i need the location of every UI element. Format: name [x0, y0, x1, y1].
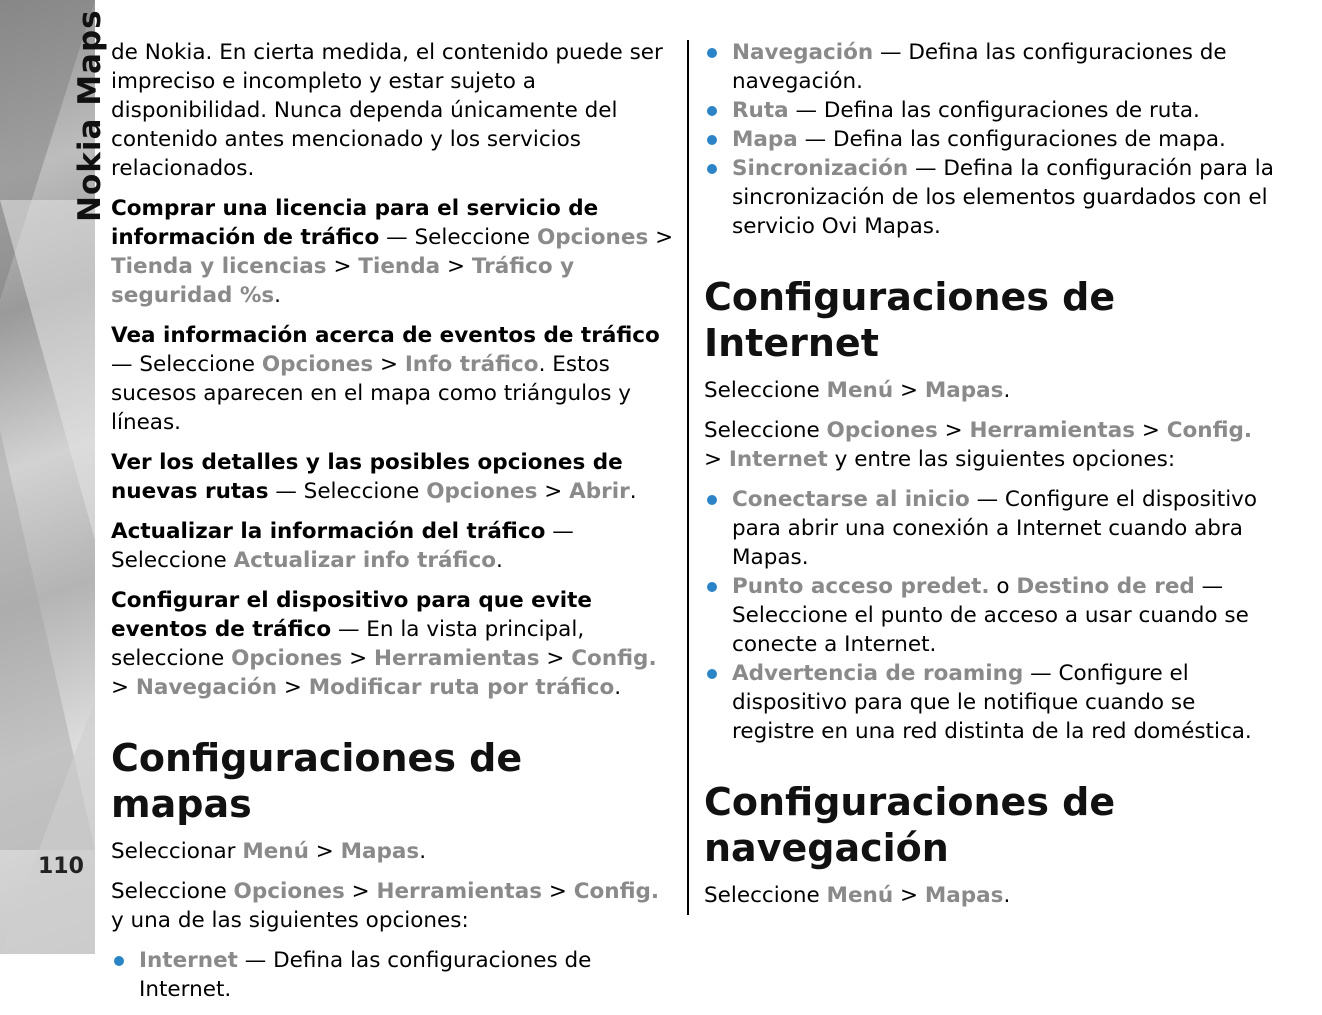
paragraph-heading: Configurar el dispositivo para que evite eventos de tráfico	[111, 588, 593, 642]
list-item: Advertencia de roaming — Configure el dispositivo para que le notifique cuando se registre en una red distinta de la red doméstica.	[704, 659, 1274, 746]
menu-path-item[interactable]: Mapas	[924, 883, 1004, 908]
menu-path-item[interactable]: Herramientas	[374, 646, 540, 671]
option-name[interactable]: Punto acceso predet.	[732, 574, 990, 599]
menu-path-item[interactable]: Config.	[1166, 418, 1253, 443]
chapter-title: Nokia Maps	[72, 9, 108, 222]
sidebar-facet	[0, 700, 95, 954]
paragraph-maps-options: Seleccione Opciones > Herramientas > Config. y una de las siguientes opciones:	[111, 879, 660, 933]
menu-path-item[interactable]: Opciones	[231, 646, 343, 671]
menu-path-item[interactable]: Menú	[242, 839, 309, 864]
paragraph-update-traffic: Actualizar la información del tráfico — Seleccione Actualizar info tráfico.	[111, 519, 574, 573]
paragraph-heading: Ver los detalles y las posibles opciones de nuevas rutas	[111, 450, 623, 504]
section-heading-internet: Configuraciones de Internet	[704, 275, 1116, 365]
menu-path-item[interactable]: Abrir	[569, 479, 630, 504]
option-name[interactable]: Advertencia de roaming	[732, 661, 1024, 686]
list-item: Conectarse al inicio — Configure el dispositivo para abrir una conexión a Internet cuando abra Mapas.	[704, 485, 1274, 572]
option-name[interactable]: Conectarse al inicio	[732, 487, 970, 512]
menu-path-item[interactable]: Herramientas	[376, 879, 543, 904]
paragraph-buy-license: Comprar una licencia para el servicio de información de tráfico — Seleccione Opciones > Tienda y licencias > Tienda > Tráfico y seguridad %s.	[111, 196, 674, 308]
menu-path-item[interactable]: Opciones	[537, 225, 649, 250]
paragraph-navigation-menu: Seleccione Menú > Mapas.	[704, 883, 1011, 908]
internet-options-list	[704, 485, 1274, 746]
option-name[interactable]: Sincronización	[732, 156, 909, 181]
menu-path-item[interactable]: Internet	[728, 447, 828, 472]
maps-options-list-continued	[704, 38, 1274, 241]
option-name[interactable]: Mapa	[732, 127, 798, 152]
list-item: Navegación — Defina las configuraciones de navegación.	[704, 38, 1274, 96]
menu-path-item[interactable]: Config.	[573, 879, 660, 904]
paragraph-maps-menu: Seleccionar Menú > Mapas.	[111, 839, 427, 864]
list-item: Internet — Defina las configuraciones de Internet.	[111, 946, 676, 1004]
menu-path-item[interactable]: Menú	[826, 378, 894, 403]
section-heading-navigation: Configuraciones de navegación	[704, 780, 1116, 870]
menu-path-item[interactable]: Opciones	[826, 418, 938, 443]
right-column	[704, 38, 1274, 921]
menu-path-item[interactable]: Opciones	[261, 352, 374, 377]
option-name[interactable]: Destino de red	[1016, 574, 1195, 599]
column-divider	[687, 40, 689, 915]
section-heading-maps: Configuraciones de mapas	[111, 736, 523, 826]
menu-path-item[interactable]: Tienda y licencias	[111, 254, 327, 279]
option-name[interactable]: Ruta	[732, 98, 789, 123]
menu-path-item[interactable]: Mapas	[340, 839, 420, 864]
menu-path-item[interactable]: Mapas	[924, 378, 1004, 403]
paragraph-heading: Vea información acerca de eventos de tráfico	[111, 323, 660, 348]
paragraph-heading: Comprar una licencia para el servicio de información de tráfico	[111, 196, 599, 250]
intro-paragraph: de Nokia. En cierta medida, el contenido puede ser impreciso e incompleto y estar sujeto a disponibilidad. Nunca dependa únicamente del contenido antes mencionado y los servicios relacionados.	[111, 40, 663, 181]
list-item: Sincronización — Defina la configuración para la sincronización de los elementos guardados con el servicio Ovi Mapas.	[704, 154, 1274, 241]
option-name[interactable]: Internet	[139, 948, 238, 973]
menu-path-item[interactable]: Tienda	[358, 254, 441, 279]
menu-path-item[interactable]: Opciones	[233, 879, 345, 904]
option-name[interactable]: Navegación	[732, 40, 874, 65]
paragraph-traffic-events: Vea información acerca de eventos de tráfico — Seleccione Opciones > Info tráfico. Estos sucesos aparecen en el mapa como triángulos y líneas.	[111, 323, 660, 435]
paragraph-internet-options: Seleccione Opciones > Herramientas > Config. > Internet y entre las siguientes opciones:	[704, 418, 1253, 472]
menu-path-item[interactable]: Modificar ruta por tráfico	[308, 675, 615, 700]
menu-path-item[interactable]: Menú	[826, 883, 894, 908]
page-number: 110	[38, 854, 84, 879]
menu-path-item[interactable]: Actualizar info tráfico	[233, 548, 496, 573]
sidebar-band	[0, 0, 108, 954]
menu-path-item[interactable]: Navegación	[135, 675, 278, 700]
list-item: Ruta — Defina las configuraciones de ruta.	[704, 96, 1274, 125]
menu-path-item[interactable]: Herramientas	[969, 418, 1136, 443]
paragraph-avoid-events: Configurar el dispositivo para que evite eventos de tráfico — En la vista principal, seleccione Opciones > Herramientas > Config. > Navegación > Modificar ruta por tráfico.	[111, 588, 657, 700]
menu-path-item[interactable]: Tráfico y seguridad %s	[111, 254, 575, 308]
list-item: Punto acceso predet. o Destino de red — Seleccione el punto de acceso a usar cuando se conecte a Internet.	[704, 572, 1274, 659]
list-item: Mapa — Defina las configuraciones de mapa.	[704, 125, 1274, 154]
paragraph-new-routes: Ver los detalles y las posibles opciones de nuevas rutas — Seleccione Opciones > Abrir.	[111, 450, 637, 504]
menu-path-item[interactable]: Config.	[571, 646, 657, 671]
menu-path-item[interactable]: Info tráfico	[404, 352, 539, 377]
menu-path-item[interactable]: Opciones	[426, 479, 538, 504]
paragraph-heading: Actualizar la información del tráfico	[111, 519, 546, 544]
paragraph-internet-menu: Seleccione Menú > Mapas.	[704, 378, 1011, 403]
left-column	[111, 38, 676, 1015]
maps-options-list	[111, 946, 676, 1004]
